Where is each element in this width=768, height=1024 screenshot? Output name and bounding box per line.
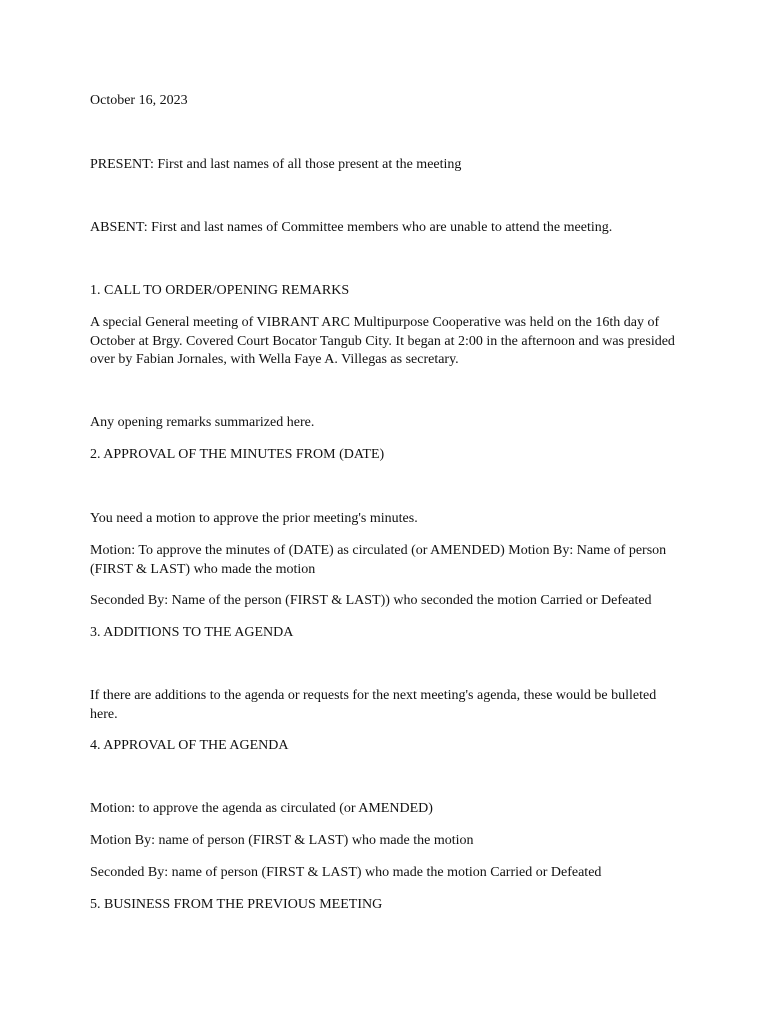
approval-agenda-motion-by: Motion By: name of person (FIRST & LAST) who made the motion [90,833,474,848]
section-heading-approval-agenda: 4. APPROVAL OF THE AGENDA [90,738,289,753]
approval-minutes-seconded: Seconded By: Name of the person (FIRST & LAST)) who seconded the motion Carried or Defeated [90,593,652,608]
call-to-order-paragraph: A special General meeting of VIBRANT ARC Multipurpose Cooperative was held on the 16th day of October at Brgy. Covered Court Bocator Tangub City. It began at 2:00 in the afternoon and was presided over by Fabian Jornales, with Wella Faye A. Villegas as secretary. [90,315,675,367]
approval-minutes-intro: You need a motion to approve the prior meeting's minutes. [90,511,418,526]
section-heading-additions-agenda: 3. ADDITIONS TO THE AGENDA [90,625,294,640]
additions-agenda-paragraph: If there are additions to the agenda or requests for the next meeting's agenda, these would be bulleted here. [90,688,657,722]
approval-agenda-motion: Motion: to approve the agenda as circulated (or AMENDED) [90,801,433,816]
approval-minutes-motion: Motion: To approve the minutes of (DATE) as circulated (or AMENDED) Motion By: Name of person (FIRST & LAST) who made the motion [90,543,667,577]
present-line: PRESENT: First and last names of all those present at the meeting [90,157,462,172]
absent-line: ABSENT: First and last names of Committee members who are unable to attend the meeting. [90,220,613,235]
section-heading-previous-business: 5. BUSINESS FROM THE PREVIOUS MEETING [90,897,383,912]
meeting-date: October 16, 2023 [90,93,188,108]
approval-agenda-seconded: Seconded By: name of person (FIRST & LAST) who made the motion Carried or Defeated [90,865,602,880]
opening-remarks-line: Any opening remarks summarized here. [90,415,315,430]
section-heading-approval-minutes: 2. APPROVAL OF THE MINUTES FROM (DATE) [90,447,385,462]
section-heading-call-to-order: 1. CALL TO ORDER/OPENING REMARKS [90,283,350,298]
